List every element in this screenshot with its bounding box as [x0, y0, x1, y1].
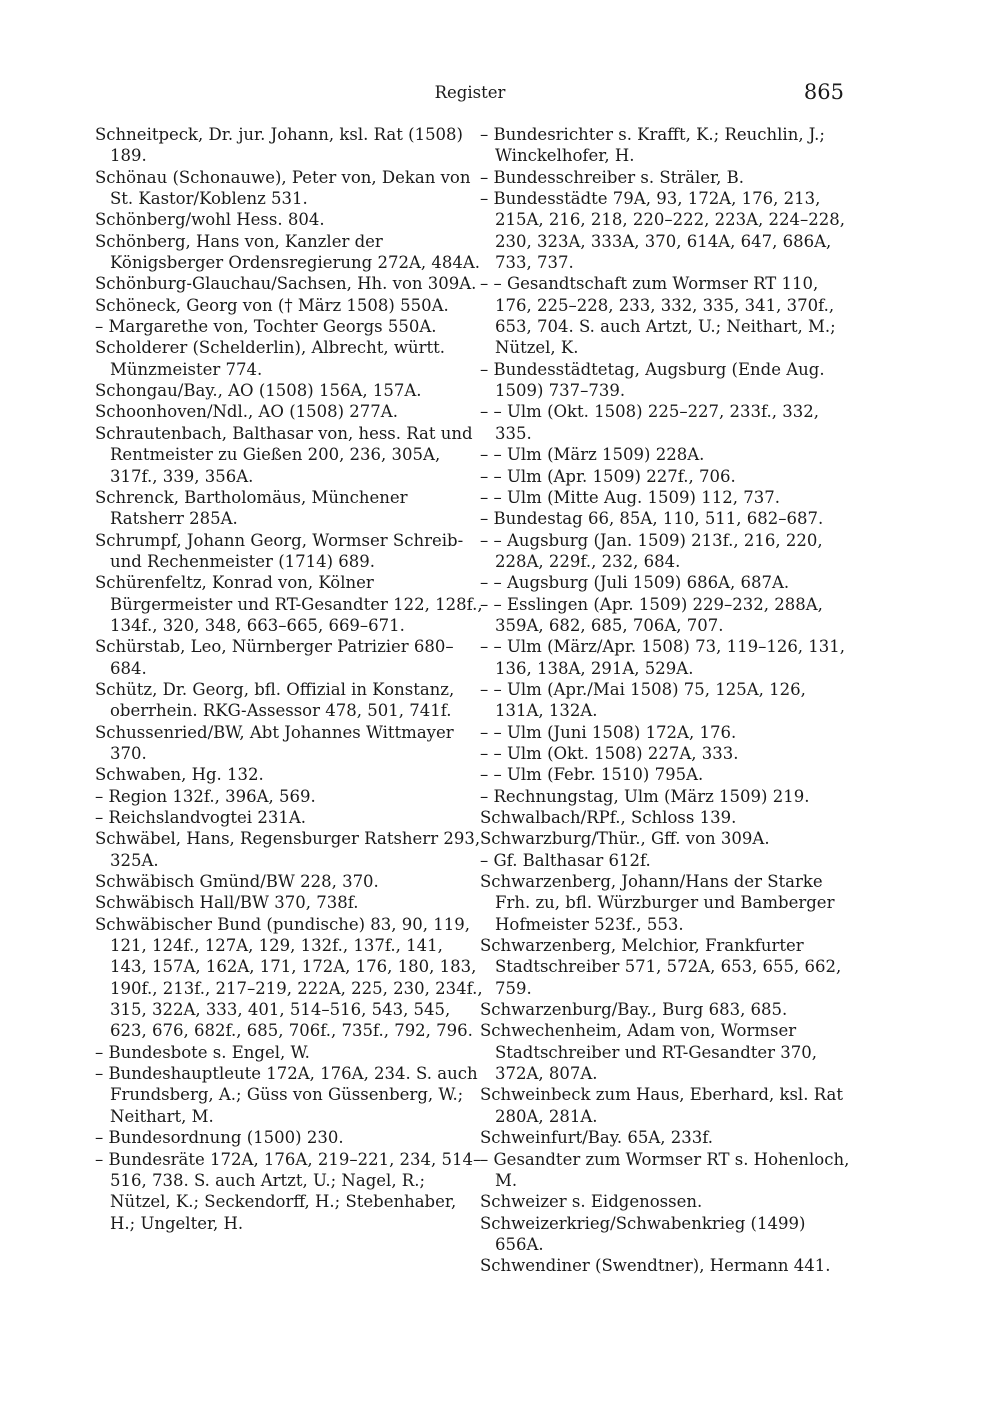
index-entry: Schürstab, Leo, Nürnberger Patrizier 680–684.: [95, 637, 454, 678]
index-entry: – Margarethe von, Tochter Georgs 550A.: [95, 317, 437, 337]
index-entry: Scholderer (Schelderlin), Albrecht, württ. Münzmeister 774.: [95, 338, 446, 379]
index-entry: – Bundestag 66, 85A, 110, 511, 682–687.: [480, 509, 824, 529]
index-column-right: [480, 124, 858, 1277]
index-entry: – – Ulm (Juni 1508) 172A, 176.: [480, 722, 737, 742]
index-entry: Schweinbeck zum Haus, Eberhard, ksl. Rat 280A, 281A.: [480, 1085, 843, 1126]
index-entry: Schweinfurt/Bay. 65A, 233f.: [480, 1128, 714, 1148]
index-entry: – Bundesordnung (1500) 230.: [95, 1128, 344, 1148]
index-entry: Schwäbel, Hans, Regensburger Ratsherr 293, 325A.: [95, 829, 481, 870]
index-entry: Schwaben, Hg. 132.: [95, 765, 264, 785]
index-entry: – Reichslandvogtei 231A.: [95, 808, 306, 827]
index-entry: Schwäbisch Gmünd/BW 228, 370.: [95, 872, 379, 892]
index-entry: – Bundesstädte 79A, 93, 172A, 176, 213, 215A, 216, 218, 220–222, 223A, 224–228, 230, 323A, 333A, 370, 614A, 647, 686A, 733, 737.: [480, 189, 845, 273]
index-entry: – – Ulm (Okt. 1508) 225–227, 233f., 332, 335.: [480, 402, 820, 443]
index-entry: – Gesandter zum Wormser RT s. Hohenloch, M.: [480, 1149, 850, 1190]
index-entry: – Bundesbote s. Engel, W.: [95, 1042, 310, 1062]
index-entry: – – Esslingen (Apr. 1509) 229–232, 288A, 359A, 682, 685, 706A, 707.: [480, 594, 823, 635]
index-entry: – – Augsburg (Jan. 1509) 213f., 216, 220, 228A, 229f., 232, 684.: [480, 530, 823, 571]
index-entry: – – Ulm (Okt. 1508) 227A, 333.: [480, 743, 739, 763]
index-entry: – Bundesrichter s. Krafft, K.; Reuchlin, J.; Winckelhofer, H.: [480, 125, 825, 166]
index-entry: Schussenried/BW, Abt Johannes Wittmayer 370.: [95, 722, 454, 763]
running-title: Register: [434, 83, 506, 102]
index-entry: Schwalbach/RPf., Schloss 139.: [480, 808, 737, 827]
index-entry: Schrenck, Bartholomäus, Münchener Ratsherr 285A.: [95, 487, 408, 529]
page-number: 865: [803, 80, 844, 104]
index-entry: Schwechenheim, Adam von, Wormser Stadtschreiber und RT-Gesandter 370, 372A, 807A.: [480, 1021, 818, 1084]
index-entry: Schönberg, Hans von, Kanzler der Königsberger Ordensregierung 272A, 484A.: [95, 231, 481, 273]
index-entry: – Region 132f., 396A, 569.: [95, 786, 316, 806]
index-entry: Schweizer s. Eidgenossen.: [480, 1192, 703, 1212]
index-entry: – Rechnungstag, Ulm (März 1509) 219.: [480, 786, 810, 806]
index-entry: Schwäbischer Bund (pundische) 83, 90, 119, 121, 124f., 127A, 129, 132f., 137f., 141, 143, 157A, 162A, 171, 172A, 176, 180, 183, 190f., 213f., 217–219, 222A, 225, 230, 234f., 315, 322A, 333, 401, 514–516, 543, 545, 623, 676, 682f., 685, 706f., 735f., 792, 796.: [95, 914, 483, 1041]
index-entry: Schwarzenberg, Melchior, Frankfurter Stadtschreiber 571, 572A, 653, 655, 662, 759.: [480, 936, 842, 998]
index-entry: – – Ulm (Mitte Aug. 1509) 112, 737.: [480, 487, 780, 507]
index-entry: – Bundesräte 172A, 176A, 219–221, 234, 514–516, 738. S. auch Artzt, U.; Nagel, R.; Nützel, K.; Seckendorff, H.; Stebenhaber, H.; Ungelter, H.: [95, 1149, 482, 1233]
index-entry: – – Augsburg (Juli 1509) 686A, 687A.: [480, 573, 790, 593]
index-entry: Schneitpeck, Dr. jur. Johann, ksl. Rat (1508) 189.: [95, 125, 463, 166]
index-entry: Schwarzburg/Thür., Gff. von 309A.: [480, 829, 770, 849]
index-entry: Schrautenbach, Balthasar von, hess. Rat und Rentmeister zu Gießen 200, 236, 305A, 317f., 339, 356A.: [95, 423, 473, 486]
index-entry: Schwarzenburg/Bay., Burg 683, 685.: [480, 1000, 788, 1020]
index-entry: Schongau/Bay., AO (1508) 156A, 157A.: [95, 381, 422, 401]
index-entry: – – Ulm (Apr./Mai 1508) 75, 125A, 126, 131A, 132A.: [480, 679, 806, 721]
index-entry: Schwäbisch Hall/BW 370, 738f.: [95, 893, 359, 913]
index-entry: – – Ulm (März 1509) 228A.: [480, 445, 705, 465]
index-column-left: [95, 124, 483, 1234]
index-entry: Schrumpf, Johann Georg, Wormser Schreib- und Rechenmeister (1714) 689.: [95, 530, 464, 571]
index-entry: – – Ulm (Apr. 1509) 227f., 706.: [480, 466, 736, 486]
index-entry: – – Ulm (März/Apr. 1508) 73, 119–126, 131, 136, 138A, 291A, 529A.: [480, 637, 846, 678]
index-entry: – – Gesandtschaft zum Wormser RT 110, 176, 225–228, 233, 332, 335, 341, 370f., 653, 704. S. auch Artzt, U.; Neithart, M.; Nützel, K.: [480, 274, 836, 358]
index-entry: Schönau (Schonauwe), Peter von, Dekan von St. Kastor/Koblenz 531.: [95, 167, 471, 209]
index-entry: – Bundeshauptleute 172A, 176A, 234. S. auch Frundsberg, A.; Güss von Güssenberg, W.; Neithart, M.: [95, 1064, 478, 1126]
index-entry: Schöneck, Georg von († März 1508) 550A.: [95, 295, 449, 315]
index-entry: Schönburg-Glauchau/Sachsen, Hh. von 309A.: [95, 274, 477, 294]
index-entry: Schwendiner (Swendtner), Hermann 441.: [480, 1256, 831, 1276]
index-entry: – Bundesstädtetag, Augsburg (Ende Aug. 1509) 737–739.: [480, 359, 825, 401]
index-entry: – Bundesschreiber s. Sträler, B.: [480, 167, 744, 187]
index-entry: Schoonhoven/Ndl., AO (1508) 277A.: [95, 402, 398, 422]
index-entry: Schönberg/wohl Hess. 804.: [95, 210, 325, 230]
index-entry: Schürenfeltz, Konrad von, Kölner Bürgermeister und RT-Gesandter 122, 128f., 134f., 320, 348, 663–665, 669–671.: [95, 573, 483, 635]
running-head: [0, 80, 1004, 106]
index-entry: Schwarzenberg, Johann/Hans der Starke Frh. zu, bfl. Würzburger und Bamberger Hofmeister 523f., 553.: [480, 872, 835, 934]
index-entry: Schweizerkrieg/Schwabenkrieg (1499) 656A.: [480, 1213, 806, 1254]
index-entry: Schütz, Dr. Georg, bfl. Offizial in Konstanz, oberrhein. RKG-Assessor 478, 501, 741f.: [95, 679, 455, 721]
index-entry: – Gf. Balthasar 612f.: [480, 850, 651, 870]
index-entry: – – Ulm (Febr. 1510) 795A.: [480, 765, 704, 785]
